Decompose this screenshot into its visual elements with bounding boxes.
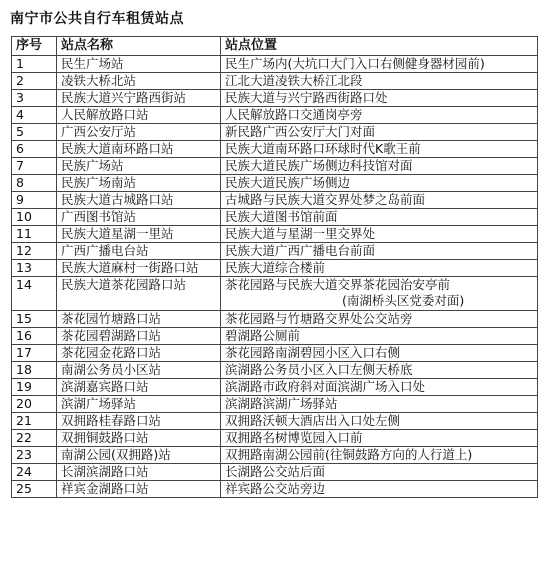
row-name: 民族大道兴宁路西街站 [57,90,221,107]
row-name: 茶花园金花路口站 [57,345,221,362]
row-location: 双拥路南湖公园前(往铜鼓路方向的人行道上) [221,447,538,464]
header-location: 站点位置 [221,37,538,56]
row-no: 21 [12,413,57,430]
row-location: 碧湖路公厕前 [221,328,538,345]
table-row [12,277,538,311]
row-name: 凌铁大桥北站 [57,73,221,90]
row-no: 3 [12,90,57,107]
row-location: 茶花园路与竹塘路交界处公交站旁 [221,311,538,328]
table-row [12,158,538,175]
row-name: 双拥铜鼓路口站 [57,430,221,447]
row-no: 20 [12,396,57,413]
table-row [12,107,538,124]
table-row [12,260,538,277]
row-name: 民族广场南站 [57,175,221,192]
row-name: 广西广播电台站 [57,243,221,260]
row-name: 民族大道古城路口站 [57,192,221,209]
row-name: 民族大道麻村一街路口站 [57,260,221,277]
table-row [12,175,538,192]
row-no: 19 [12,379,57,396]
row-no: 8 [12,175,57,192]
row-location: 新民路广西公安厅大门对面 [221,124,538,141]
row-location: 双拥路名树博览园入口前 [221,430,538,447]
row-location: 祥宾路公交站旁边 [221,481,538,498]
row-no: 18 [12,362,57,379]
row-location: 古城路与民族大道交界处梦之岛前面 [221,192,538,209]
table-row [12,430,538,447]
row-no: 2 [12,73,57,90]
row-name: 双拥路桂春路口站 [57,413,221,430]
row-location-line2: (南湖桥头区党委对面) [342,293,465,308]
table-row [12,447,538,464]
row-no: 15 [12,311,57,328]
row-name: 民族大道南环路口站 [57,141,221,158]
row-name: 民族大道茶花园路口站 [57,277,221,311]
row-no: 7 [12,158,57,175]
row-no: 10 [12,209,57,226]
row-no: 17 [12,345,57,362]
row-name: 民族大道星湖一里站 [57,226,221,243]
row-no: 6 [12,141,57,158]
row-name: 祥宾金湖路口站 [57,481,221,498]
row-location: 双拥路沃顿大酒店出入口处左侧 [221,413,538,430]
row-location: 民族大道民族广场侧边 [221,175,538,192]
row-name: 民生广场站 [57,56,221,73]
row-location: 民生广场内(大坑口大门入口右侧健身器材园前) [221,56,538,73]
row-location: 民族大道民族广场侧边科技馆对面 [221,158,538,175]
row-name: 南湖公务员小区站 [57,362,221,379]
row-name: 广西图书馆站 [57,209,221,226]
table-row [12,192,538,209]
row-no: 5 [12,124,57,141]
row-name: 茶花园碧湖路口站 [57,328,221,345]
table-row [12,345,538,362]
table-row [12,362,538,379]
row-location: 滨湖路滨湖广场驿站 [221,396,538,413]
row-name: 茶花园竹塘路口站 [57,311,221,328]
row-no: 9 [12,192,57,209]
row-no: 16 [12,328,57,345]
row-name: 民族广场站 [57,158,221,175]
table-row [12,311,538,328]
table-row [12,226,538,243]
row-location: 民族大道与星湖一里交界处 [221,226,538,243]
header-no: 序号 [12,37,57,56]
row-location: 长湖路公交站后面 [221,464,538,481]
row-no: 13 [12,260,57,277]
table-row [12,73,538,90]
table-row [12,464,538,481]
row-location: 民族大道广西广播电台前面 [221,243,538,260]
table-row [12,56,538,73]
row-name: 南湖公园(双拥路)站 [57,447,221,464]
row-name: 长湖滨湖路口站 [57,464,221,481]
table-row [12,413,538,430]
row-location: 滨湖路公务员小区入口左侧天桥底 [221,362,538,379]
page-title: 南宁市公共自行车租赁站点 [10,11,184,27]
station-table [11,36,538,498]
table-row [12,141,538,158]
row-name: 广西公安厅站 [57,124,221,141]
row-location: 民族大道与兴宁路西街路口处 [221,90,538,107]
row-no: 4 [12,107,57,124]
header-name: 站点名称 [57,37,221,56]
row-no: 14 [12,277,57,311]
row-location: 茶花园路与民族大道交界茶花园治安亭前 [225,277,451,292]
row-name: 滨湖广场驿站 [57,396,221,413]
row-location: 茶花园路南湖碧园小区入口右侧 [221,345,538,362]
row-location: 民族大道南环路口环球时代K歌王前 [221,141,538,158]
row-location: 江北大道凌铁大桥江北段 [221,73,538,90]
row-no: 1 [12,56,57,73]
row-no: 24 [12,464,57,481]
table-row [12,328,538,345]
table-row [12,379,538,396]
row-name: 人民解放路口站 [57,107,221,124]
row-no: 23 [12,447,57,464]
row-location: 民族大道图书馆前面 [221,209,538,226]
table-row [12,209,538,226]
table-row [12,481,538,498]
row-location: 民族大道综合楼前 [221,260,538,277]
row-location-cell [221,277,538,311]
row-location: 滨湖路市政府斜对面滨湖广场入口处 [221,379,538,396]
row-location: 人民解放路口交通岗亭旁 [221,107,538,124]
table-row [12,90,538,107]
row-name: 滨湖嘉宾路口站 [57,379,221,396]
table-row [12,243,538,260]
row-no: 25 [12,481,57,498]
table-row [12,396,538,413]
row-no: 22 [12,430,57,447]
table-header-row [12,37,538,56]
row-no: 12 [12,243,57,260]
table-row [12,124,538,141]
row-no: 11 [12,226,57,243]
